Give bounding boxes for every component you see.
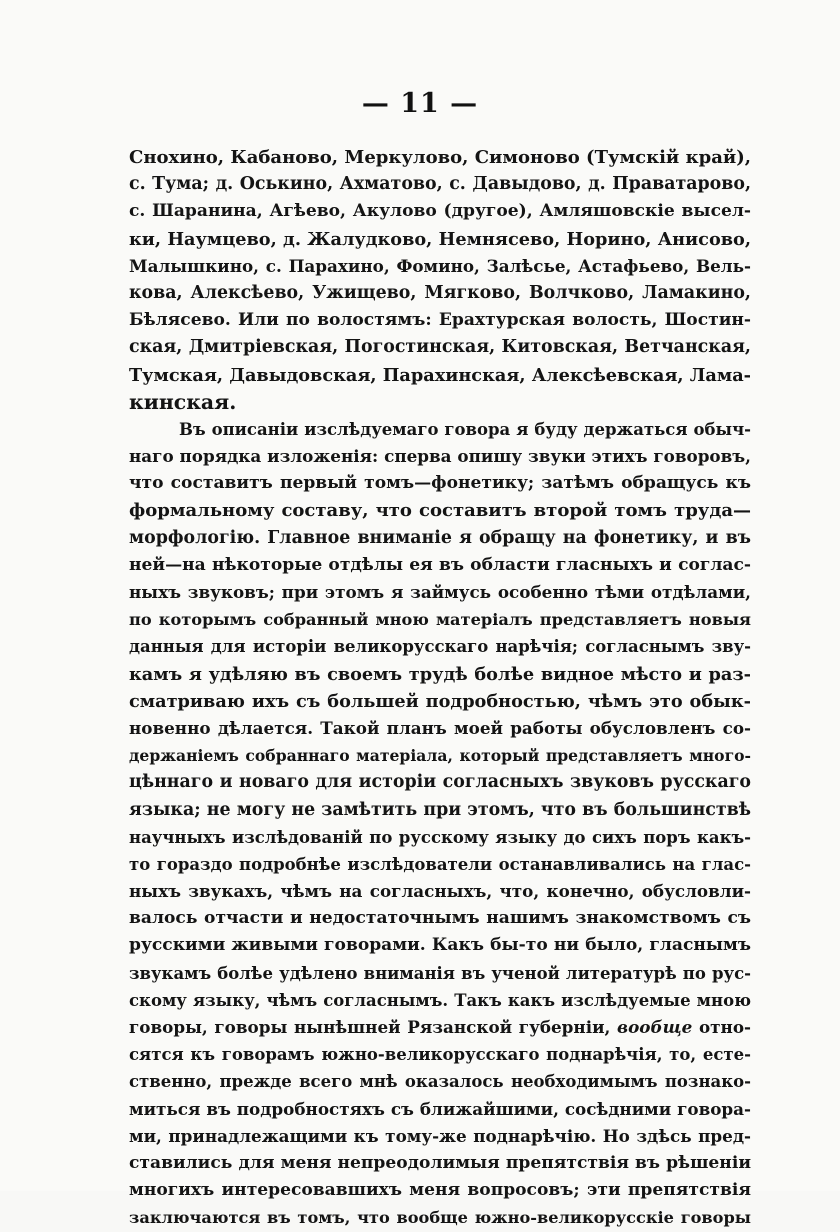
text-line: русскими живыми говорами. Какъ бы-то ни было, гласнымъ [129,935,751,956]
text-line: сятся къ говорамъ южно-великорусскаго поднарѣчія, то, есте- [129,1045,751,1065]
text-line: языка; не могу не замѣтить при этомъ, что въ большинствѣ [129,799,751,820]
text-line: ныхъ звуковъ; при этомъ я займусь особенно тѣми отдѣлами, [129,582,751,602]
text-line: ская, Дмитріевская, Погостинская, Китовская, Ветчанская, [129,337,751,358]
text-line: морфологію. Главное вниманіе я обращу на фонетику, и въ [129,527,751,548]
text-line: с. Шаранина, Агѣево, Акулово (другое), Амляшовскіе высел- [129,201,751,222]
text-line: ней—на нѣкоторые отдѣлы ея въ области гласныхъ и соглас- [129,554,751,575]
body-text [129,144,751,1232]
text-line: многихъ интересовавшихъ меня вопросовъ; эти препятствія [129,1180,751,1201]
text-line: по которымъ собранный мною матеріалъ представляетъ новыя [129,610,751,630]
text-line: говоры, говоры нынѣшней Рязанской губерніи, вообще отно- [129,1017,752,1037]
text-line: кинская. [129,389,237,414]
text-line: Малышкино, с. Парахино, Фомино, Залѣсье, Астафьево, Вель- [129,255,751,276]
text-line: цѣннаго и новаго для исторіи согласныхъ звуковъ русскаго [129,772,751,793]
text-line: валось отчасти и недостаточнымъ нашимъ знакомствомъ съ [129,908,751,929]
text-line: миться въ подробностяхъ съ ближайшими, сосѣдними говора- [129,1098,751,1119]
text-line: наго порядка изложенія: сперва опишу звуки этихъ говоровъ, [129,446,751,467]
text-line: что составитъ первый томъ—фонетику; затѣмъ обращусь къ [129,473,751,494]
text-line: то гораздо подробнѣе изслѣдователи останавливались на глас- [129,854,751,874]
text-line: сматриваю ихъ съ большей подробностью, чѣмъ это обык- [129,690,751,712]
text-line: заключаются въ томъ, что вообще южно-великорусскіе говоры [129,1208,751,1228]
text-line: камъ я удѣляю въ своемъ трудѣ болѣе видное мѣсто и раз- [129,663,751,685]
text-line: звукамъ болѣе удѣлено вниманія въ ученой литературѣ по рус- [129,963,751,983]
text-line: Бѣлясево. Или по волостямъ: Ерахтурская волость, Шостин- [129,310,751,331]
text-line: Въ описаніи изслѣдуемаго говора я буду держаться обыч- [179,419,751,439]
text-line: держаніемъ собраннаго матеріала, который представляетъ много- [129,746,751,766]
text-line: кова, Алексѣево, Ужищево, Мягково, Волчково, Ламакино, [129,282,751,303]
text-line: формальному составу, что составитъ второй томъ труда— [129,500,751,522]
text-line: ныхъ звукахъ, чѣмъ на согласныхъ, что, конечно, обусловли- [129,881,751,902]
text-line: ственно, прежде всего мнѣ оказалось необходимымъ познако- [129,1072,751,1092]
text-line: ставились для меня непреодолимыя препятствія въ рѣшеніи [129,1152,751,1173]
text-line: ки, Наумцево, д. Жалудково, Немнясево, Норино, Анисово, [129,228,751,250]
text-line: Снохино, Кабаново, Меркулово, Симоново (Тумскій край), [129,147,751,168]
page-number: — 11 — [361,88,479,119]
text-line: скому языку, чѣмъ согласнымъ. Такъ какъ изслѣдуемые мною [129,990,751,1010]
text-line: новенно дѣлается. Такой планъ моей работы обусловленъ со- [129,717,751,738]
text-line: с. Тума; д. Оськино, Ахматово, с. Давыдово, д. Праватарово, [129,174,751,195]
text-line: научныхъ изслѣдованій по русскому языку до сихъ поръ какъ- [129,827,751,847]
text-line: данныя для исторіи великорусскаго нарѣчія; согласнымъ зву- [129,637,751,657]
text-line: ми, принадлежащими къ тому-же поднарѣчію. Но здѣсь пред- [129,1125,751,1146]
text-line: Тумская, Давыдовская, Парахинская, Алексѣевская, Лама- [129,364,751,386]
